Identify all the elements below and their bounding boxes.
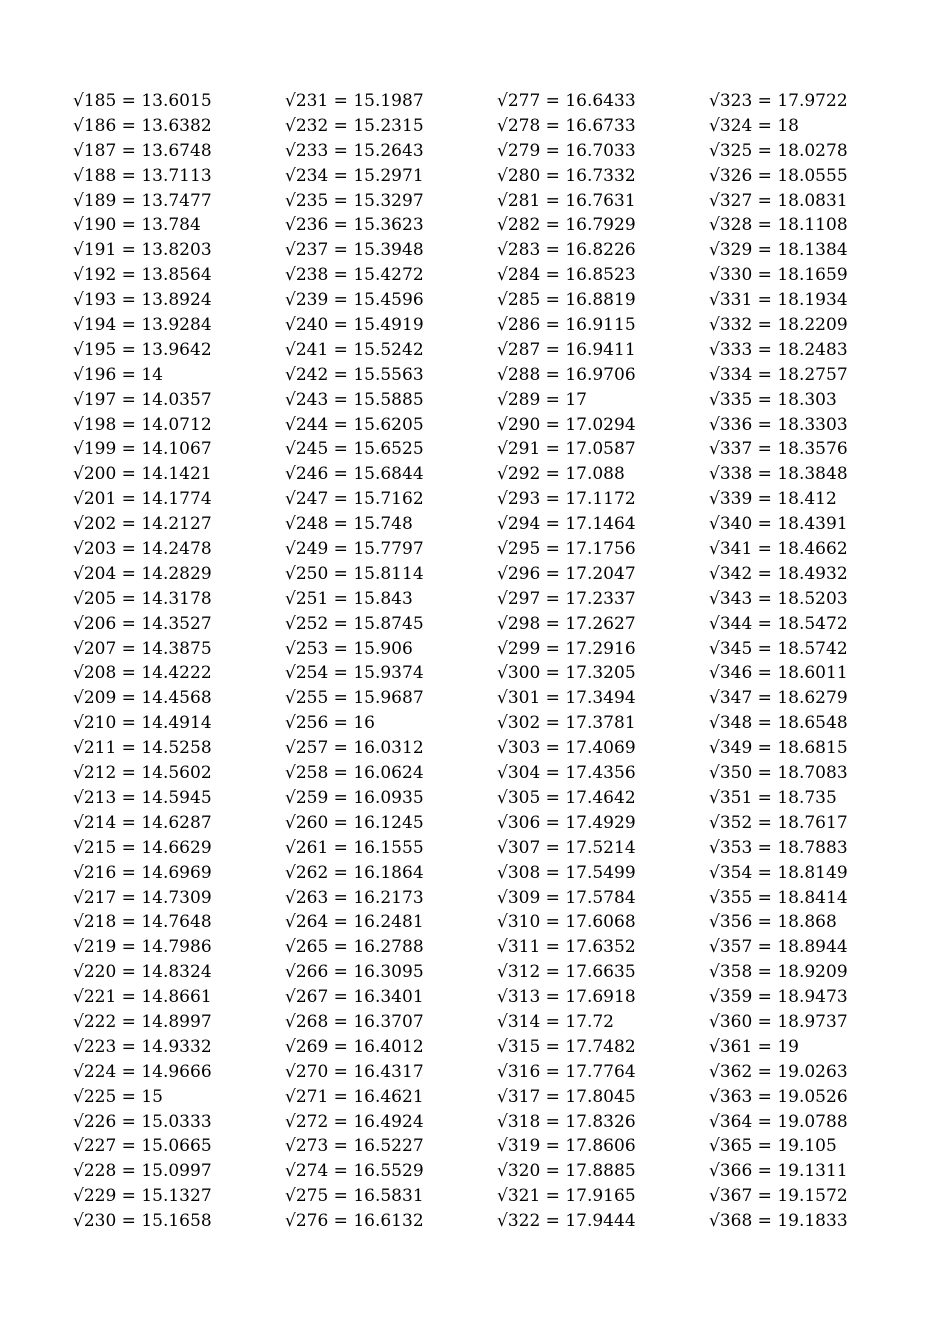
- table-row: √207 = 14.3875: [73, 638, 212, 659]
- table-row: √320 = 17.8885: [497, 1161, 636, 1182]
- table-row: √323 = 17.9722: [709, 91, 848, 111]
- table-row: √357 = 18.8944: [709, 937, 848, 958]
- table-row: √297 = 17.2337: [497, 588, 636, 609]
- table-row: √270 = 16.4317: [285, 1061, 424, 1082]
- table-row: √210 = 14.4914: [73, 713, 212, 734]
- table-row: √225 = 15: [73, 1086, 163, 1107]
- table-row: √312 = 17.6635: [497, 962, 636, 983]
- table-row: √196 = 14: [73, 364, 163, 385]
- table-row: √252 = 15.8745: [285, 613, 424, 634]
- table-column-4: [709, 89, 909, 1234]
- table-row: √360 = 18.9737: [709, 1011, 848, 1032]
- table-row: √308 = 17.5499: [497, 862, 636, 883]
- table-row: √191 = 13.8203: [73, 240, 212, 261]
- table-row: √203 = 14.2478: [73, 539, 212, 560]
- table-row: √206 = 14.3527: [73, 613, 212, 634]
- table-row: √363 = 19.0526: [709, 1086, 848, 1107]
- table-row: √326 = 18.0555: [709, 165, 848, 186]
- table-row: √301 = 17.3494: [497, 688, 636, 709]
- table-row: √342 = 18.4932: [709, 563, 848, 584]
- table-row: √319 = 17.8606: [497, 1136, 636, 1157]
- table-row: √254 = 15.9374: [285, 663, 424, 684]
- table-row: √221 = 14.8661: [73, 987, 212, 1008]
- table-row: √198 = 14.0712: [73, 414, 212, 435]
- table-row: √348 = 18.6548: [709, 713, 848, 734]
- table-row: √192 = 13.8564: [73, 265, 212, 286]
- table-row: √349 = 18.6815: [709, 738, 848, 759]
- table-row: √335 = 18.303: [709, 389, 837, 410]
- table-row: √213 = 14.5945: [73, 787, 212, 808]
- table-row: √292 = 17.088: [497, 464, 625, 485]
- table-row: √356 = 18.868: [709, 912, 837, 933]
- table-row: √338 = 18.3848: [709, 464, 848, 485]
- table-row: √216 = 14.6969: [73, 862, 212, 883]
- table-row: √304 = 17.4356: [497, 763, 636, 784]
- table-row: √302 = 17.3781: [497, 713, 636, 734]
- table-row: √313 = 17.6918: [497, 987, 636, 1008]
- table-row: √194 = 13.9284: [73, 315, 212, 336]
- table-row: √264 = 16.2481: [285, 912, 424, 933]
- table-row: √272 = 16.4924: [285, 1111, 424, 1132]
- table-row: √298 = 17.2627: [497, 613, 636, 634]
- table-row: √316 = 17.7764: [497, 1061, 636, 1082]
- table-row: √296 = 17.2047: [497, 563, 636, 584]
- table-row: √334 = 18.2757: [709, 364, 848, 385]
- table-column-1: [73, 89, 273, 1234]
- table-column-3: [497, 89, 697, 1234]
- table-row: √212 = 14.5602: [73, 763, 212, 784]
- table-row: √283 = 16.8226: [497, 240, 636, 261]
- table-row: √231 = 15.1987: [285, 91, 424, 111]
- table-row: √258 = 16.0624: [285, 763, 424, 784]
- table-row: √284 = 16.8523: [497, 265, 636, 286]
- table-row: √278 = 16.6733: [497, 115, 636, 136]
- table-row: √318 = 17.8326: [497, 1111, 636, 1132]
- table-row: √249 = 15.7797: [285, 539, 424, 560]
- table-row: √359 = 18.9473: [709, 987, 848, 1008]
- table-row: √339 = 18.412: [709, 489, 837, 510]
- table-row: √285 = 16.8819: [497, 290, 636, 311]
- table-row: √247 = 15.7162: [285, 489, 424, 510]
- table-row: √275 = 16.5831: [285, 1186, 424, 1207]
- table-row: √260 = 16.1245: [285, 812, 424, 833]
- table-row: √341 = 18.4662: [709, 539, 848, 560]
- table-row: √266 = 16.3095: [285, 962, 424, 983]
- table-row: √299 = 17.2916: [497, 638, 636, 659]
- table-row: √333 = 18.2483: [709, 339, 848, 360]
- table-row: √257 = 16.0312: [285, 738, 424, 759]
- table-row: √310 = 17.6068: [497, 912, 636, 933]
- table-row: √256 = 16: [285, 713, 375, 734]
- table-row: √295 = 17.1756: [497, 539, 636, 560]
- table-row: √271 = 16.4621: [285, 1086, 424, 1107]
- table-row: √208 = 14.4222: [73, 663, 212, 684]
- table-row: √223 = 14.9332: [73, 1036, 212, 1057]
- table-row: √230 = 15.1658: [73, 1211, 212, 1232]
- table-row: √350 = 18.7083: [709, 763, 848, 784]
- table-row: √274 = 16.5529: [285, 1161, 424, 1182]
- table-row: √317 = 17.8045: [497, 1086, 636, 1107]
- table-row: √291 = 17.0587: [497, 439, 636, 460]
- table-row: √186 = 13.6382: [73, 115, 212, 136]
- table-row: √189 = 13.7477: [73, 190, 212, 211]
- table-row: √263 = 16.2173: [285, 887, 424, 908]
- table-row: √262 = 16.1864: [285, 862, 424, 883]
- table-row: √240 = 15.4919: [285, 315, 424, 336]
- table-row: √332 = 18.2209: [709, 315, 848, 336]
- table-row: √279 = 16.7033: [497, 140, 636, 161]
- table-row: √368 = 19.1833: [709, 1211, 848, 1232]
- table-row: √286 = 16.9115: [497, 315, 636, 336]
- table-row: √246 = 15.6844: [285, 464, 424, 485]
- table-row: √300 = 17.3205: [497, 663, 636, 684]
- table-row: √255 = 15.9687: [285, 688, 424, 709]
- table-row: √185 = 13.6015: [73, 91, 212, 111]
- table-row: √345 = 18.5742: [709, 638, 848, 659]
- table-row: √351 = 18.735: [709, 787, 837, 808]
- table-row: √282 = 16.7929: [497, 215, 636, 236]
- table-row: √193 = 13.8924: [73, 290, 212, 311]
- table-row: √290 = 17.0294: [497, 414, 636, 435]
- table-row: √214 = 14.6287: [73, 812, 212, 833]
- table-row: √200 = 14.1421: [73, 464, 212, 485]
- table-row: √346 = 18.6011: [709, 663, 848, 684]
- table-row: √281 = 16.7631: [497, 190, 636, 211]
- table-row: √340 = 18.4391: [709, 514, 848, 535]
- table-row: √328 = 18.1108: [709, 215, 848, 236]
- table-row: √277 = 16.6433: [497, 91, 636, 111]
- table-row: √242 = 15.5563: [285, 364, 424, 385]
- table-row: √276 = 16.6132: [285, 1211, 424, 1232]
- table-row: √204 = 14.2829: [73, 563, 212, 584]
- table-row: √358 = 18.9209: [709, 962, 848, 983]
- table-row: √209 = 14.4568: [73, 688, 212, 709]
- table-row: √344 = 18.5472: [709, 613, 848, 634]
- table-row: √330 = 18.1659: [709, 265, 848, 286]
- table-row: √269 = 16.4012: [285, 1036, 424, 1057]
- table-row: √331 = 18.1934: [709, 290, 848, 311]
- table-row: √321 = 17.9165: [497, 1186, 636, 1207]
- table-row: √267 = 16.3401: [285, 987, 424, 1008]
- table-row: √315 = 17.7482: [497, 1036, 636, 1057]
- table-row: √187 = 13.6748: [73, 140, 212, 161]
- table-row: √224 = 14.9666: [73, 1061, 212, 1082]
- table-row: √248 = 15.748: [285, 514, 413, 535]
- table-row: √366 = 19.1311: [709, 1161, 848, 1182]
- table-row: √195 = 13.9642: [73, 339, 212, 360]
- table-row: √311 = 17.6352: [497, 937, 636, 958]
- table-row: √305 = 17.4642: [497, 787, 636, 808]
- table-row: √228 = 15.0997: [73, 1161, 212, 1182]
- table-row: √367 = 19.1572: [709, 1186, 848, 1207]
- table-row: √238 = 15.4272: [285, 265, 424, 286]
- table-row: √336 = 18.3303: [709, 414, 848, 435]
- table-row: √324 = 18: [709, 115, 799, 136]
- table-column-2: [285, 89, 485, 1234]
- table-row: √226 = 15.0333: [73, 1111, 212, 1132]
- table-row: √303 = 17.4069: [497, 738, 636, 759]
- table-row: √211 = 14.5258: [73, 738, 212, 759]
- table-row: √197 = 14.0357: [73, 389, 212, 410]
- table-row: √259 = 16.0935: [285, 787, 424, 808]
- table-row: √202 = 14.2127: [73, 514, 212, 535]
- table-row: √325 = 18.0278: [709, 140, 848, 161]
- table-row: √205 = 14.3178: [73, 588, 212, 609]
- table-row: √322 = 17.9444: [497, 1211, 636, 1232]
- table-row: √307 = 17.5214: [497, 837, 636, 858]
- table-row: √229 = 15.1327: [73, 1186, 212, 1207]
- table-row: √355 = 18.8414: [709, 887, 848, 908]
- table-row: √188 = 13.7113: [73, 165, 212, 186]
- table-row: √361 = 19: [709, 1036, 799, 1057]
- table-row: √294 = 17.1464: [497, 514, 636, 535]
- table-row: √217 = 14.7309: [73, 887, 212, 908]
- table-row: √245 = 15.6525: [285, 439, 424, 460]
- table-row: √237 = 15.3948: [285, 240, 424, 261]
- table-row: √261 = 16.1555: [285, 837, 424, 858]
- table-row: √352 = 18.7617: [709, 812, 848, 833]
- table-row: √201 = 14.1774: [73, 489, 212, 510]
- table-row: √288 = 16.9706: [497, 364, 636, 385]
- table-row: √287 = 16.9411: [497, 339, 636, 360]
- table-row: √268 = 16.3707: [285, 1011, 424, 1032]
- table-row: √234 = 15.2971: [285, 165, 424, 186]
- table-row: √362 = 19.0263: [709, 1061, 848, 1082]
- table-row: √347 = 18.6279: [709, 688, 848, 709]
- table-row: √353 = 18.7883: [709, 837, 848, 858]
- table-row: √253 = 15.906: [285, 638, 413, 659]
- table-row: √233 = 15.2643: [285, 140, 424, 161]
- table-row: √265 = 16.2788: [285, 937, 424, 958]
- table-row: √273 = 16.5227: [285, 1136, 424, 1157]
- table-row: √293 = 17.1172: [497, 489, 636, 510]
- table-row: √314 = 17.72: [497, 1011, 614, 1032]
- table-row: √250 = 15.8114: [285, 563, 424, 584]
- table-row: √227 = 15.0665: [73, 1136, 212, 1157]
- square-root-table: [73, 89, 921, 1335]
- table-row: √343 = 18.5203: [709, 588, 848, 609]
- table-row: √241 = 15.5242: [285, 339, 424, 360]
- table-row: √243 = 15.5885: [285, 389, 424, 410]
- table-row: √309 = 17.5784: [497, 887, 636, 908]
- table-row: √251 = 15.843: [285, 588, 413, 609]
- table-row: √218 = 14.7648: [73, 912, 212, 933]
- table-row: √190 = 13.784: [73, 215, 201, 236]
- table-row: √337 = 18.3576: [709, 439, 848, 460]
- table-row: √239 = 15.4596: [285, 290, 424, 311]
- table-row: √244 = 15.6205: [285, 414, 424, 435]
- table-row: √306 = 17.4929: [497, 812, 636, 833]
- table-row: √364 = 19.0788: [709, 1111, 848, 1132]
- table-row: √199 = 14.1067: [73, 439, 212, 460]
- table-row: √327 = 18.0831: [709, 190, 848, 211]
- table-row: √280 = 16.7332: [497, 165, 636, 186]
- table-row: √235 = 15.3297: [285, 190, 424, 211]
- table-row: √222 = 14.8997: [73, 1011, 212, 1032]
- table-row: √289 = 17: [497, 389, 587, 410]
- table-row: √219 = 14.7986: [73, 937, 212, 958]
- table-row: √236 = 15.3623: [285, 215, 424, 236]
- table-row: √365 = 19.105: [709, 1136, 837, 1157]
- table-row: √220 = 14.8324: [73, 962, 212, 983]
- table-row: √232 = 15.2315: [285, 115, 424, 136]
- table-row: √354 = 18.8149: [709, 862, 848, 883]
- table-row: √329 = 18.1384: [709, 240, 848, 261]
- table-row: √215 = 14.6629: [73, 837, 212, 858]
